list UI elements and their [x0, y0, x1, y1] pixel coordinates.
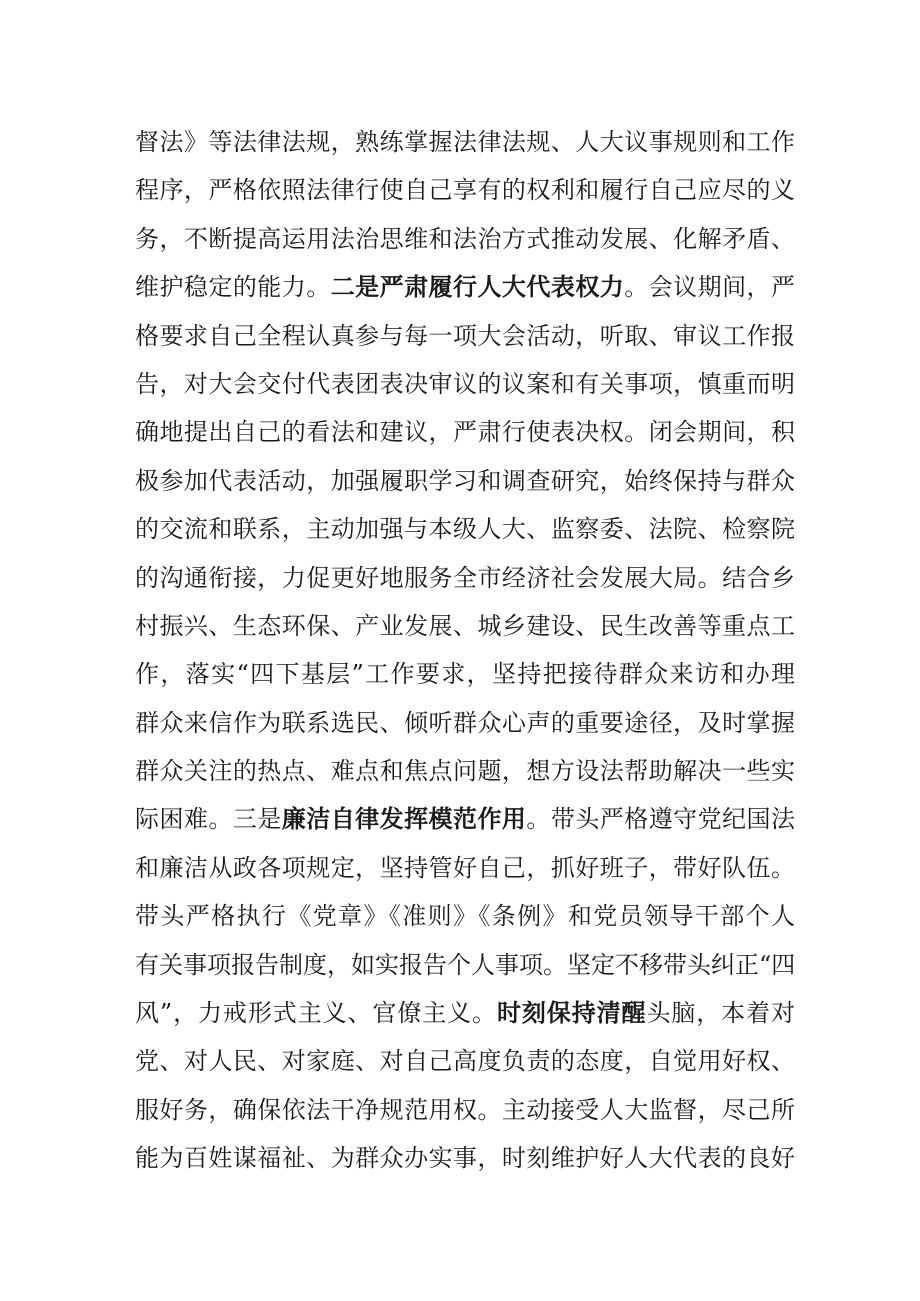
- paragraph-text: 群众来信作为联系选民、倾听群众心声的重要途径，及时掌握: [135, 708, 795, 737]
- text-line: [135, 263, 795, 311]
- paragraph-text: 。带头严格遵守党纪国法: [526, 805, 796, 834]
- paragraph-text: 格要求自己全程认真参与每一项大会活动，听取、审议工作报: [135, 321, 795, 350]
- body-text: [135, 118, 795, 1183]
- paragraph-text: 头脑，本着对: [646, 999, 795, 1028]
- bold-heading-text: 时刻保持清醒: [496, 999, 647, 1028]
- text-line: [135, 360, 795, 408]
- paragraph-text: 的交流和联系，主动加强与本级人大、监察委、法院、检察院: [135, 515, 795, 544]
- text-line: [135, 215, 795, 263]
- paragraph-text: 务，不断提高运用法治思维和法治方式推动发展、化解矛盾、: [135, 224, 795, 253]
- text-line: [135, 554, 795, 602]
- bold-heading-text: 廉洁自律发挥模范作用: [281, 805, 527, 834]
- paragraph-text: 能为百姓谋福祉、为群众办实事，时刻维护好人大代表的良好: [135, 1144, 795, 1173]
- paragraph-text: 程序，严格依照法律行使自己享有的权利和履行自己应尽的义: [135, 176, 795, 205]
- paragraph-text: 督法》等法律法规，熟练掌握法律法规、人大议事规则和工作: [135, 128, 795, 156]
- text-line: [135, 118, 795, 166]
- paragraph-text: 群众关注的热点、难点和焦点问题，想方设法帮助解决一些实: [135, 757, 795, 786]
- paragraph-text: 的沟通衔接，力促更好地服务全市经济社会发展大局。结合乡: [135, 563, 795, 592]
- text-line: [135, 1037, 795, 1085]
- text-line: [135, 844, 795, 892]
- text-line: [135, 602, 795, 650]
- text-line: [135, 1134, 795, 1182]
- bold-heading-text: 二是严肃履行人大代表权力: [330, 273, 625, 302]
- paragraph-text: 告，对大会交付代表团表决审议的议案和有关事项，慎重而明: [135, 369, 795, 398]
- text-line: [135, 892, 795, 940]
- paragraph-text: 极参加代表活动，加强履职学习和调查研究，始终保持与群众: [135, 466, 795, 495]
- text-line: [135, 699, 795, 747]
- paragraph-text: 有关事项报告制度，如实报告个人事项。坚定不移带头纠正“四: [135, 950, 796, 979]
- paragraph-text: 作，落实“四下基层”工作要求，坚持把接待群众来访和办理: [135, 660, 795, 689]
- text-line: [135, 166, 795, 214]
- text-line: [135, 747, 795, 795]
- text-line: [135, 408, 795, 456]
- paragraph-text: 党、对人民、对家庭、对自己高度负责的态度，自觉用好权、: [135, 1047, 795, 1076]
- text-line: [135, 795, 795, 843]
- text-line: [135, 989, 795, 1037]
- paragraph-text: 带头严格执行《党章》《准则》《条例》和党员领导干部个人: [135, 902, 795, 931]
- text-line: [135, 505, 795, 553]
- paragraph-text: 维护稳定的能力。: [135, 273, 331, 302]
- paragraph-text: 确地提出自己的看法和建议，严肃行使表决权。闭会期间，积: [135, 418, 795, 447]
- paragraph-text: 服好务，确保依法干净规范用权。主动接受人大监督，尽己所: [135, 1095, 795, 1124]
- paragraph-text: 风”，力戒形式主义、官僚主义。: [135, 999, 497, 1028]
- paragraph-text: 村振兴、生态环保、产业发展、城乡建设、民生改善等重点工: [135, 611, 795, 640]
- text-line: [135, 650, 795, 698]
- paragraph-text: 和廉洁从政各项规定，坚持管好自己，抓好班子，带好队伍。: [135, 853, 795, 882]
- text-line: [135, 941, 795, 989]
- paragraph-text: 。会议期间，严: [624, 273, 796, 302]
- text-line: [135, 312, 795, 360]
- text-line: [135, 457, 795, 505]
- text-line: [135, 1086, 795, 1134]
- paragraph-text: 际困难。三是: [135, 805, 282, 834]
